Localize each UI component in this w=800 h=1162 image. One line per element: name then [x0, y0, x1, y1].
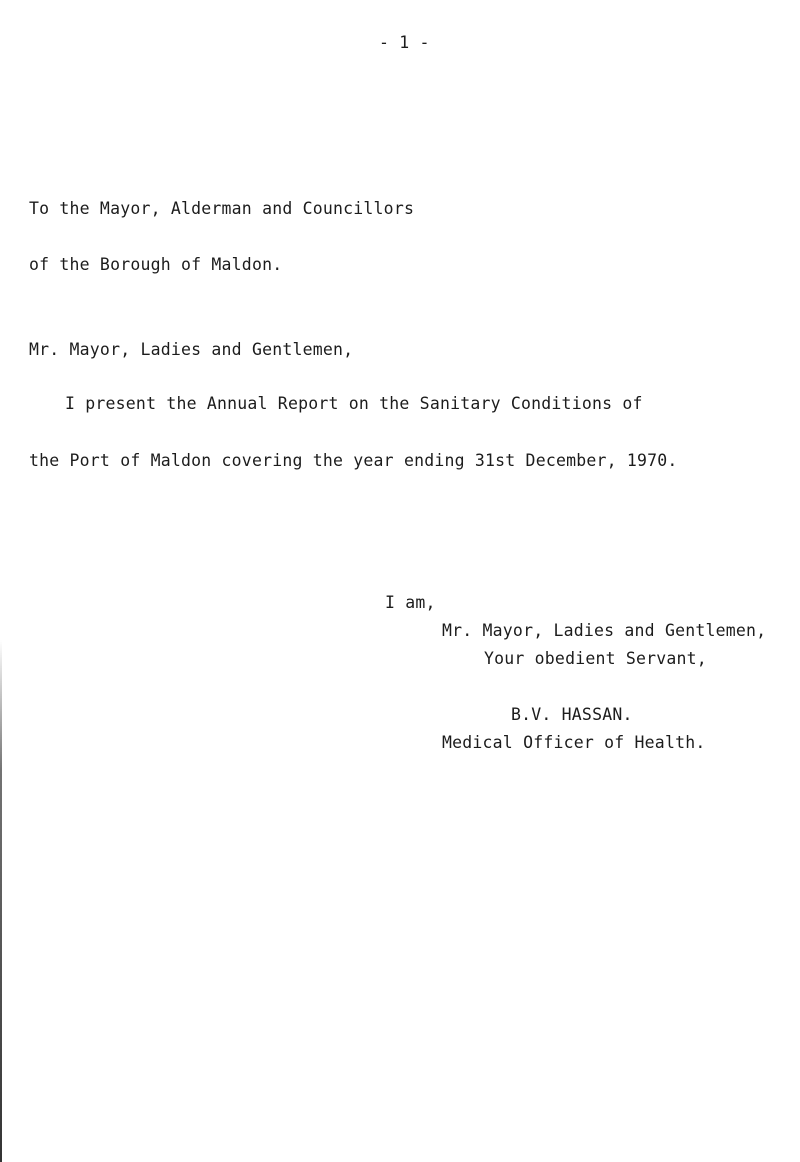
- addressee-line-2: of the Borough of Maldon.: [29, 255, 283, 274]
- page-number: - 1 -: [379, 33, 430, 52]
- closing-line-1: I am,: [385, 593, 436, 612]
- body-line-2: the Port of Maldon covering the year ending 31st December, 1970.: [29, 451, 678, 470]
- closing-line-2: Mr. Mayor, Ladies and Gentlemen,: [442, 621, 767, 640]
- page-edge-shadow: [0, 640, 2, 1162]
- signature-title: Medical Officer of Health.: [442, 733, 706, 752]
- closing-line-3: Your obedient Servant,: [484, 649, 707, 668]
- addressee-line-1: To the Mayor, Alderman and Councillors: [29, 199, 415, 218]
- body-line-1: I present the Annual Report on the Sanitary Conditions of: [65, 394, 643, 413]
- signature-name: B.V. HASSAN.: [511, 705, 633, 724]
- salutation: Mr. Mayor, Ladies and Gentlemen,: [29, 340, 354, 359]
